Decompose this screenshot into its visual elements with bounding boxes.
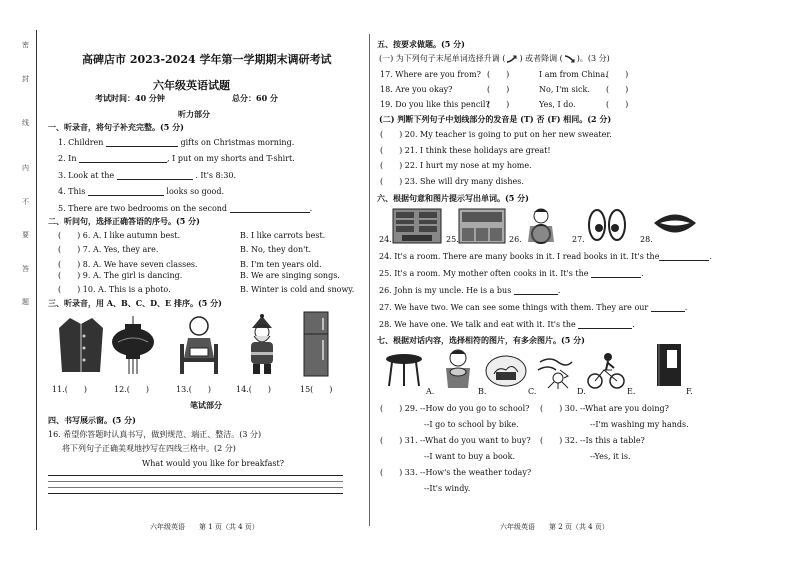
intonation-item-17-p2[interactable]: ( ) (606, 70, 629, 79)
intonation-item-19-a: Yes, I do. (539, 100, 576, 109)
judge-item-21: ( ) 21. I think these holidays are great! (380, 146, 551, 155)
cloud-icon (484, 354, 528, 388)
section-5-heading: 五、按要求做题。(5 分) (377, 39, 465, 49)
answer-blank[interactable] (591, 269, 641, 278)
section-1-heading: 一、听录音，将句子补充完整。(5 分) (48, 122, 184, 132)
answer-blank[interactable] (79, 154, 167, 163)
page1-footer: 六年级英语 第 1 页（共 4 页） (150, 523, 259, 531)
exam-title: 高碑店市 2023-2024 学年第一学期期末调研考试 (82, 53, 332, 66)
dialog-32-q: ( ) 32. --Is this a table? (540, 436, 645, 445)
judge-item-23: ( ) 23. She will dry many dishes. (380, 177, 524, 186)
pic-label-24: 24. (379, 235, 392, 244)
choice-item-10a: ( ) 10. A. This is a photo. (58, 285, 171, 294)
falling-tone-icon (563, 54, 577, 64)
dialog-32-a: --Yes, it is. (590, 452, 631, 461)
dialog-33-q: ( ) 33. --How's the weather today? (380, 468, 532, 477)
intonation-item-17-q: 17. Where are you from? (380, 70, 481, 79)
section-6-heading: 六、根据句意和图片提示写出单词。(5 分) (377, 193, 529, 203)
choice-item-8b: B. I'm ten years old. (240, 260, 322, 269)
binding-marks: 密 封 线 内 不 要 答 题 (22, 41, 29, 307)
word-item-26: 26. John is my uncle. He is a bus . (379, 286, 561, 295)
answer-blank[interactable] (514, 286, 558, 295)
intonation-instruction: (一) 为下列句子末尾单词选择升调 ( ) 或者降调 ( )。(3 分) (379, 54, 610, 63)
mouth-icon (652, 208, 698, 238)
exam-time: 考试时间：40 分钟 (95, 93, 165, 103)
pronunciation-instruction: (二) 判断下列句子中划线部分的发音是 (T) 否 (F) 相同。(2 分) (379, 114, 612, 124)
dialog-30-a: --I'm washing my hands. (590, 420, 689, 429)
eyes-icon (587, 206, 627, 244)
writing-heading: 笔试部分 (190, 400, 222, 410)
dialog-31-q: ( ) 31. --What do you want to buy? (380, 436, 531, 445)
pic-letter-a: A. (426, 387, 435, 396)
choice-item-10b: B. Winter is cold and snowy. (240, 285, 355, 294)
order-answer-11[interactable]: 11.( ) (52, 385, 87, 394)
judge-item-20: ( ) 20. My teacher is going to put on her new sweater. (380, 130, 612, 139)
q16-instruction-2: 将下列句子正确美观地抄写在四线三格中。(2 分) (62, 444, 236, 453)
order-answer-13[interactable]: 13.( ) (176, 385, 211, 394)
answer-blank[interactable] (659, 252, 709, 261)
intonation-item-17-p[interactable]: ( ) (487, 70, 510, 79)
fill-item-5: 5. There are two bedrooms on the second . (58, 204, 313, 213)
choice-item-8a: ( ) 8. A. We have seven classes. (58, 260, 198, 269)
santa-claus-icon (242, 314, 282, 376)
dialog-30-q: ( ) 30. --What are you doing? (540, 404, 669, 413)
choice-item-9b: B. We are singing songs. (240, 271, 340, 280)
section-2-heading: 二、听问句，选择正确答语的序号。(5 分) (48, 216, 200, 226)
intonation-item-19-q: 19. Do you like this pencil? (380, 100, 490, 109)
pic-label-26: 26. (509, 235, 522, 244)
word-item-25: 25. It's a room. My mother often cooks in it. It's the . (379, 269, 644, 278)
pic-letter-e: E. (627, 387, 636, 396)
washing-hands-icon (440, 348, 476, 390)
order-answer-14[interactable]: 14.( ) (236, 385, 271, 394)
exam-subtitle: 六年级英语试题 (153, 79, 230, 92)
section-3-heading: 三、听录音，用 A、B、C、D、E 排序。(5 分) (48, 298, 222, 308)
fill-item-4: 4. This looks so good. (58, 187, 224, 196)
book-icon (655, 342, 683, 388)
grandpa-reading-icon (174, 314, 226, 376)
choice-item-7b: B. No, they don't. (240, 245, 312, 254)
intonation-item-17-a: I am from China. (539, 70, 608, 79)
intonation-item-18-a: No, I'm sick. (539, 85, 590, 94)
pic-letter-b: B. (478, 387, 487, 396)
word-item-27: 27. We have two. We can see some things with them. They are our . (379, 303, 688, 312)
dialog-33-a: --It's windy. (424, 484, 471, 493)
pic-label-28: 28. (640, 235, 653, 244)
answer-blank[interactable] (578, 320, 632, 329)
listening-heading: 听力部分 (178, 109, 210, 119)
order-answer-12[interactable]: 12.( ) (114, 385, 149, 394)
word-item-24: 24. It's a room. There are many books in it. I read books in it. It's the . (379, 252, 712, 261)
answer-blank[interactable] (651, 303, 685, 312)
copy-sentence: What would you like for breakfast? (142, 459, 284, 468)
fridge-icon (302, 310, 330, 378)
choice-item-9a: ( ) 9. A. The girl is dancing. (58, 271, 183, 280)
pic-label-25: 25. (446, 235, 459, 244)
order-answer-15[interactable]: 15( ) (300, 385, 333, 394)
answer-blank[interactable] (230, 204, 310, 213)
choice-item-6a: ( ) 6. A. I like autumn best. (58, 231, 181, 240)
word-item-28: 28. We have one. We talk and eat with it. It's the . (379, 320, 635, 329)
pic-label-27: 27. (572, 235, 585, 244)
dialog-29-a: --I go to school by bike. (424, 420, 519, 429)
intonation-item-19-p2[interactable]: ( ) (606, 100, 629, 109)
answer-blank[interactable] (88, 187, 164, 196)
intonation-item-19-p[interactable]: ( ) (487, 100, 510, 109)
judge-item-22: ( ) 22. I hurt my nose at my home. (380, 161, 532, 170)
binding-line (36, 30, 37, 530)
exam-score: 总分：60 分 (232, 93, 278, 103)
intonation-item-18-q: 18. Are you okay? (380, 85, 453, 94)
intonation-item-18-p2[interactable]: ( ) (606, 85, 629, 94)
bus-driver-icon (522, 206, 560, 244)
lantern-icon (110, 316, 156, 376)
section-4-heading: 四、书写展示窗。(5 分) (48, 415, 136, 425)
kitchen-icon (458, 208, 506, 244)
coat-icon (56, 314, 106, 376)
page2-footer: 六年级英语 第 2 页（共 4 页） (500, 523, 609, 531)
choice-item-6b: B. I like carrots best. (240, 231, 326, 240)
rising-tone-icon (505, 54, 519, 64)
table-icon (384, 352, 424, 388)
bike-rider-icon (586, 352, 626, 390)
section-7-heading: 七、根据对话内容，选择相符的图片，有多余图片。(5 分) (377, 335, 585, 345)
fill-item-1: 1. Children gifts on Christmas morning. (58, 138, 295, 147)
pic-letter-c: C. (528, 387, 537, 396)
q16-instruction: 16. 希望你答题时认真书写，做到规范、端正、整洁。(3 分) (48, 430, 262, 439)
fill-item-2: 2. In , I put on my shorts and T-shirt. (58, 154, 295, 163)
library-icon (392, 208, 442, 244)
dialog-31-a: --I want to buy a book. (424, 452, 516, 461)
choice-item-7a: ( ) 7. A. Yes, they are. (58, 245, 159, 254)
pic-letter-d: D. (577, 387, 586, 396)
intonation-item-18-p[interactable]: ( ) (487, 85, 510, 94)
windy-weather-icon (536, 352, 576, 390)
page-divider (369, 34, 370, 526)
answer-blank[interactable] (106, 138, 178, 147)
answer-blank[interactable] (117, 171, 193, 180)
dialog-29-q: ( ) 29. --How do you go to school? (380, 404, 530, 413)
pic-letter-f: F. (686, 387, 693, 396)
fill-item-3: 3. Look at the . It's 8:30. (58, 171, 237, 180)
